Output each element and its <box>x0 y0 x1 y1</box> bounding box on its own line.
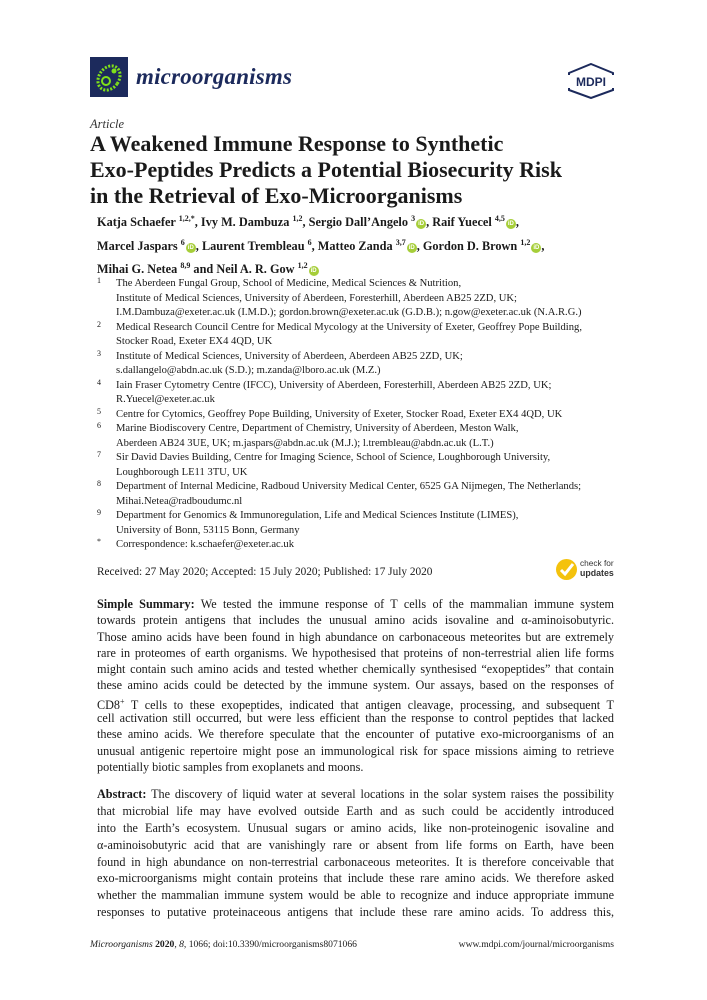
abstract-line: responses to putative proteinaceous antigens that include these rare amino acids. To address this, <box>97 905 614 920</box>
affiliation-number: * <box>97 537 101 546</box>
author <box>216 262 318 276</box>
orcid-icon[interactable]: iD <box>533 244 540 251</box>
affiliation-line: Department for Genomics & Immunoregulation, Life and Medical Sciences Institute (LIMES), <box>116 510 519 521</box>
affiliation-item <box>97 451 617 480</box>
orcid-icon[interactable]: iD <box>507 221 514 228</box>
author-name: Matteo Zanda <box>317 238 393 253</box>
orcid-icon[interactable]: iD <box>408 244 415 251</box>
publication-dates: Received: 27 May 2020; Accepted: 15 July 2020; Published: 17 July 2020 <box>97 566 433 578</box>
author-name: Neil A. R. Gow <box>216 262 295 277</box>
citation-footer: Microorganisms 2020, 8, 1066; doi:10.3390/microorganisms8071066 <box>90 939 357 950</box>
author-affiliation-sup: 1,2,* <box>178 214 195 223</box>
affiliation-line: The Aberdeen Fungal Group, School of Medicine, Medical Sciences & Nutrition, <box>116 278 462 289</box>
author-name: Katja Schaefer <box>97 215 176 230</box>
orcid-icon[interactable]: iD <box>310 268 317 275</box>
author: Gordon D. Brown $^{1,2}$iD , <box>422 237 545 253</box>
affiliation-number: 5 <box>97 406 101 416</box>
summary-line: these amino acids. We therefore speculate that the encounter of putative exo-microorganisms of an <box>97 727 614 742</box>
affiliation-line: Institute of Medical Sciences, University of Aberdeen, Aberdeen AB25 2ZD, UK; <box>116 350 463 362</box>
abstract-line: whether the mammalian immune system would be able to recognize and induce appropriate immune <box>97 888 614 903</box>
affiliation-line: Medical Research Council Centre for Medical Mycology at the University of Exeter, Geoffrey Pope Building, <box>116 321 582 333</box>
orcid-icon[interactable]: iD <box>418 221 425 228</box>
author-name: Gordon D. Brown <box>422 238 518 253</box>
affiliation-item <box>97 538 617 553</box>
summary-line: Those amino acids have been found in high abundance on carbonaceous meteorites but are extremely <box>97 629 614 644</box>
author-name: Raif Yuecel <box>432 215 492 230</box>
check-icon <box>556 559 577 580</box>
updates-label: updates <box>580 568 614 578</box>
affiliation-line: s.dallangelo@abdn.ac.uk (S.D.); m.zanda@lboro.ac.uk (M.Z.) <box>116 365 381 376</box>
paper-title <box>90 131 610 209</box>
abstract-line: found in high abundance on non-terrestrial carbonaceous meteorites. It is therefore conceivable that <box>97 854 614 869</box>
author-name: Sergio Dall’Angelo <box>308 215 408 230</box>
affiliation-number: 8 <box>97 479 101 488</box>
summary-line: might contain such amino acids and tested whether chemically synthesised “exopeptides” that contain <box>97 662 614 677</box>
author-affiliation-sup: 3,7 <box>395 237 406 247</box>
author: Mihai G. Netea $^{8,9}$ and <box>97 261 217 277</box>
affiliation-line: Aberdeen AB24 3UE, UK; m.jaspars@abdn.ac.uk (M.J.); l.trembleau@abdn.ac.uk (L.T.) <box>116 437 494 449</box>
abstract-line: that microbial life may have evolved outside Earth and as such could be accidently introduced <box>97 803 614 818</box>
affiliations <box>97 277 617 553</box>
summary-label: Simple Summary: <box>97 597 195 611</box>
author-affiliation-sup: 8,9 <box>180 261 191 271</box>
affiliation-item <box>97 408 617 423</box>
summary-line: unusual antigenic repertoire might pose an immunological risk for space missions aiming to retrieve <box>97 743 614 758</box>
affiliation-item <box>97 321 617 350</box>
author-affiliation-sup: 6 <box>307 237 312 247</box>
author-affiliation-sup: 3 <box>411 214 416 223</box>
affiliation-line: Institute of Medical Sciences, University of Aberdeen, Foresterhill, Aberdeen AB25 2ZD, UK; <box>116 292 517 304</box>
affiliation-number: 1 <box>97 276 101 285</box>
summary-line: these amino acids could be detected by the immune system. Our assays, based on the responses of <box>97 678 614 693</box>
affiliation-line: University of Bonn, 53115 Bonn, Germany <box>116 524 300 536</box>
author: Laurent Trembleau $^6$, <box>201 237 318 253</box>
author: Marcel Jaspars $^6$iD , <box>97 237 202 253</box>
summary-line: towards protein antigens that includes the unusual amino acids isovaline and α-aminoisobutyric. <box>97 613 614 628</box>
author-name: Marcel Jaspars <box>97 238 178 253</box>
author-affiliation-sup: 6 <box>180 237 185 247</box>
title-line: A Weakened Immune Response to Synthetic <box>90 131 504 156</box>
affiliation-item <box>97 509 617 538</box>
journal-name: microorganisms <box>136 64 293 89</box>
mdpi-logo-text: MDPI <box>576 75 606 89</box>
affiliation-item <box>97 350 617 379</box>
author: Ivy M. Dambuza $^{1,2}$, <box>200 214 309 230</box>
summary-line: cell activation still occurred, but were less efficient than the response to control peptides that lacked <box>97 711 614 726</box>
affiliation-line: Iain Fraser Cytometry Centre (IFCC), University of Aberdeen, Foresterhill, Aberdeen AB25 2ZD, UK; <box>116 379 552 391</box>
abstract-line: Abstract: The discovery of liquid water at several locations in the solar system raises the possibility <box>97 787 614 801</box>
summary-line: Simple Summary: We tested the immune response of T cells of the mammalian immune system <box>97 597 615 611</box>
author-name: Mihai G. Netea <box>97 262 178 277</box>
abstract-line: α-aminoisobutyric acid that are vanishingly rare or absent from life forms on Earth, have been <box>97 837 614 852</box>
author-affiliation-sup: 1,2 <box>520 237 531 247</box>
abstract-line: exo-microorganisms might contain proteins that include these rare amino acids. We therefore asked <box>97 871 614 886</box>
author-name: Ivy M. Dambuza <box>200 215 290 230</box>
affiliation-item <box>97 379 617 408</box>
abstract <box>97 786 614 921</box>
author-affiliation-sup: 1,2 <box>297 261 308 271</box>
affiliation-line: Mihai.Netea@radboudumc.nl <box>116 495 243 507</box>
journal-url-link[interactable]: www.mdpi.com/journal/microorganisms <box>458 939 614 950</box>
article-type: Article <box>90 117 125 131</box>
author-affiliation-sup: 4,5 <box>494 214 505 223</box>
affiliation-line: Correspondence: k.schaefer@exeter.ac.uk <box>116 539 294 550</box>
summary-line: CD8+ T cells to these exopeptides, indicated that antigen cleavage, processing, and subsequent T <box>97 696 614 712</box>
affiliation-line: Loughborough LE11 3TU, UK <box>116 466 248 478</box>
affiliation-number: 4 <box>97 377 101 387</box>
affiliation-line: Sir David Davies Building, Centre for Imaging Science, School of Science, Loughborough University, <box>116 452 551 463</box>
affiliation-item <box>97 422 617 451</box>
affiliation-number: 9 <box>97 508 101 517</box>
check-for-updates-button[interactable] <box>556 558 618 582</box>
title-line: Exo-Peptides Predicts a Potential Biosecurity Risk <box>90 157 562 182</box>
affiliation-number: 7 <box>97 450 101 459</box>
abstract-label: Abstract: <box>97 787 147 801</box>
author-name: Laurent Trembleau <box>201 238 305 253</box>
simple-summary <box>97 596 614 775</box>
affiliation-line: Department of Internal Medicine, Radboud University Medical Center, 6525 GA Nijmegen, The Netherlands; <box>116 481 582 492</box>
author-list <box>97 209 617 280</box>
journal-logo-icon <box>90 57 128 97</box>
mdpi-logo-icon <box>566 63 616 99</box>
author: Sergio Dall’Angelo $^3$iD , <box>308 214 433 230</box>
abstract-line: into the Earth’s ecosystem. Unusual sugars or amino acids, like non-proteinogenic isovaline and <box>97 820 614 835</box>
author: Raif Yuecel $^{4,5}$iD , <box>432 214 519 230</box>
affiliation-line: Stocker Road, Exeter EX4 4QD, UK <box>116 336 273 347</box>
orcid-icon[interactable]: iD <box>187 244 194 251</box>
check-for-label: check for <box>580 558 614 568</box>
affiliation-line: Marine Biodiscovery Centre, Department of Chemistry, University of Aberdeen, Meston Walk, <box>116 423 519 434</box>
affiliation-number: 2 <box>97 319 101 329</box>
summary-line: rare in proteomes of earth organisms. We hypothesised that proteins of non-terrestrial alien life forms <box>97 645 614 660</box>
affiliation-item <box>97 277 617 321</box>
affiliation-line: Centre for Cytomics, Geoffrey Pope Building, University of Exeter, Stocker Road, Exeter EX4 4QD, UK <box>116 408 563 420</box>
affiliation-number: 3 <box>97 348 101 358</box>
title-line: in the Retrieval of Exo-Microorganisms <box>90 183 463 208</box>
affiliation-item <box>97 480 617 509</box>
affiliation-line: R.Yuecel@exeter.ac.uk <box>116 394 215 405</box>
author: Katja Schaefer $^{1,2,*}$, <box>97 214 201 230</box>
affiliation-line: I.M.Dambuza@exeter.ac.uk (I.M.D.); gordon.brown@exeter.ac.uk (G.D.B.); n.gow@exeter.ac.uk (N.A.R.G.) <box>116 307 582 318</box>
affiliation-number: 6 <box>97 421 101 430</box>
author: Matteo Zanda $^{3,7}$iD , <box>317 237 423 253</box>
author-affiliation-sup: 1,2 <box>292 214 303 223</box>
summary-line: potentially biotic samples from exoplanets and moons. <box>97 759 364 774</box>
